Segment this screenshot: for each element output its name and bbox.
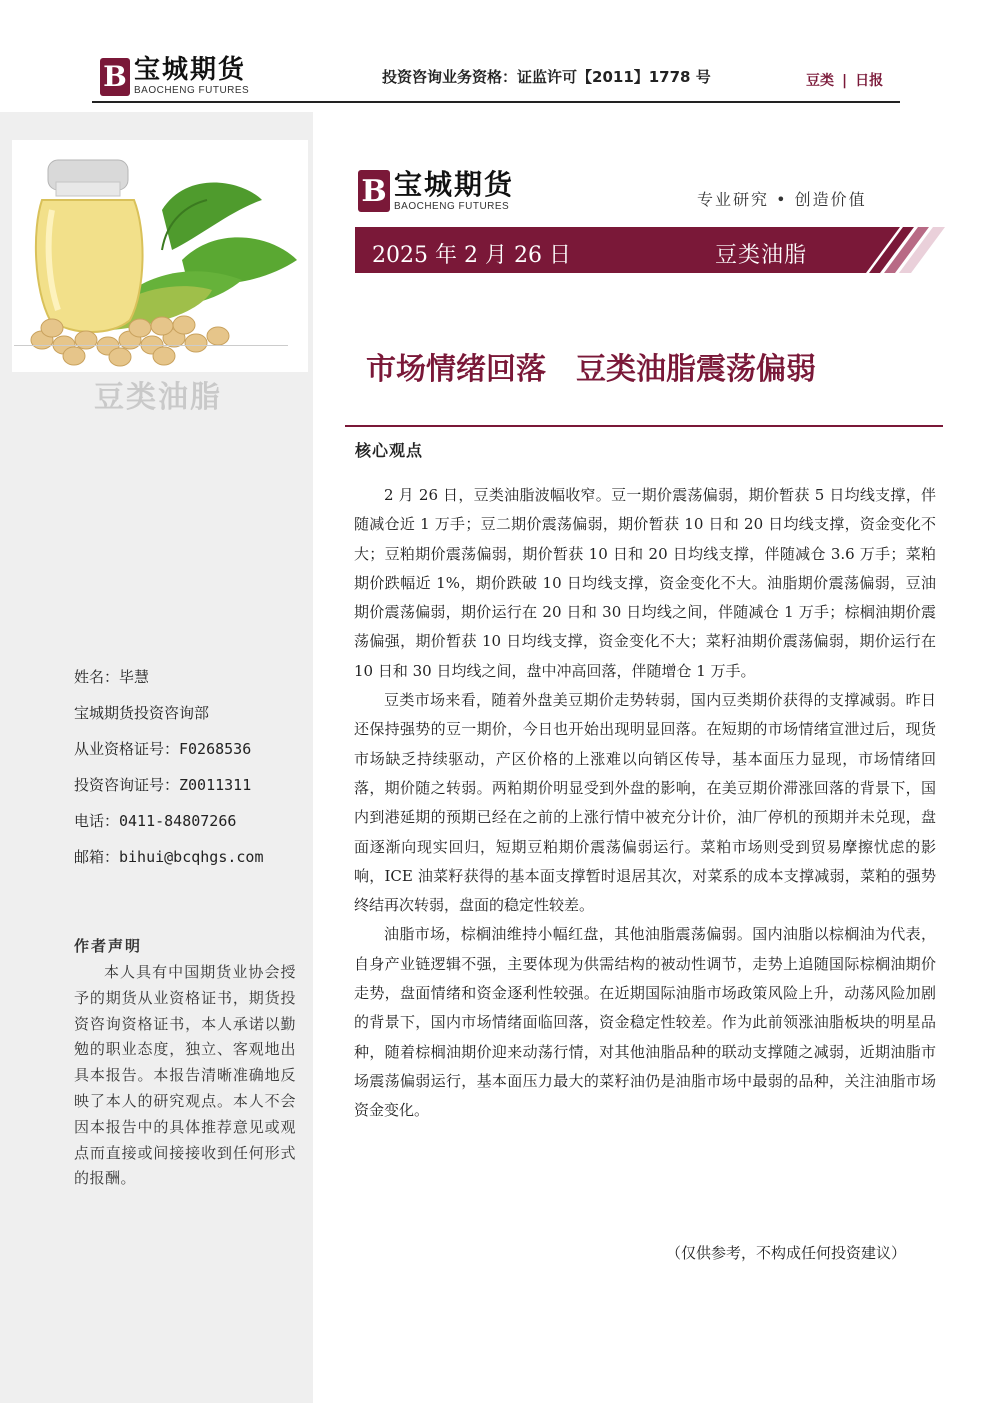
license-statement: 投资咨询业务资格：证监许可【2011】1778 号 xyxy=(382,68,711,86)
company-logo-mark-icon: B xyxy=(358,170,390,212)
qualification-number: 从业资格证号：F0268536 xyxy=(74,740,252,758)
logo-english-name: BAOCHENG FUTURES xyxy=(134,85,250,96)
disclaimer-body: 本人具有中国期货业协会授予的期货从业资格证书，期货投资咨询资格证书，本人承诺以勤勉的职业态度，独立、客观地出具本报告。本报告清晰准确地反映了本人的研究观点。本人不会因本报告中的具体推荐意见或观点而直接或间接接收到任何形式的报酬。 xyxy=(74,963,296,1188)
header-logo xyxy=(100,57,249,96)
author-department: 宝城期货投资咨询部 xyxy=(74,704,210,722)
image-divider xyxy=(14,345,288,346)
logo-english-name: BAOCHENG FUTURES xyxy=(394,200,510,212)
tag-separator: | xyxy=(842,73,848,89)
body-paragraph-overview: 2 月 26 日，豆类油脂波幅收窄。豆一期价震荡偏弱，期价暂获 5 日均线支撑，伴随减仓近 1 万手；豆二期价震荡偏弱，期价暂获 10 日和 20 日均线支撑，资金变化不大；豆粕期价震荡偏弱，期价暂获 10 日和 20 日均线支撑，伴随减仓 3.6 万手；菜粕期价跌幅近 1%，期价跌破 10 日均线支撑，资金变化不大。油脂期价震荡偏弱，豆油期价震荡偏弱，期价运行在 20 日和 30 日均线之间，伴随减仓 1 万手；棕榈油期价震荡偏强，期价暂获 10 日均线支撑，资金变化不大；菜籽油期价震荡偏弱，期价运行在 10 日和 30 日均线之间，盘中冲高回落，伴随增仓 1 万手。 xyxy=(354,486,936,680)
tag-category: 豆类 xyxy=(806,73,834,89)
sidebar-category-label: 豆类油脂 xyxy=(94,380,222,415)
core-view-heading: 核心观点 xyxy=(355,441,424,460)
email-address: 邮箱：bihui@bcqhgs.com xyxy=(74,848,264,866)
company-logo-mark-icon: B xyxy=(100,58,130,96)
disclaimer-title: 作者声明 xyxy=(74,937,143,955)
author-name: 姓名：毕慧 xyxy=(74,668,150,686)
report-body xyxy=(354,481,936,1126)
company-slogan: 专业研究 • 创造价值 xyxy=(697,190,867,209)
body-paragraph-soybean: 豆类市场来看，随着外盘美豆期价走势转弱，国内豆类期价获得的支撑减弱。昨日还保持强势的豆一期价，今日也开始出现明显回落。在短期的市场情绪宣泄过后，现货市场缺乏持续驱动，产区价格的上涨难以向销区传导，基本面压力显现，市场情绪回落，期价随之转弱。两粕期价明显受到外盘的影响，在美豆期价滞涨回落的背景下，国内到港延期的预期已经在之前的上涨行情中被充分计价，油厂停机的预期并未兑现，盘面逐渐向现实回归，短期豆粕期价震荡偏弱运行。菜粕市场则受到贸易摩擦忧虑的影响，ICE 油菜籽获得的基本面支撑暂时退居其次，对菜系的成本支撑减弱，菜粕的强势终结再次转弱，盘面的稳定性较差。 xyxy=(354,691,936,915)
report-date: 2025 年 2 月 26 日 xyxy=(372,243,571,268)
logo-chinese-name: 宝城期货 xyxy=(134,55,247,85)
tag-frequency: 日报 xyxy=(855,73,884,89)
header-rule xyxy=(92,101,900,103)
title-rule xyxy=(345,425,943,427)
report-title: 市场情绪回落 豆类油脂震荡偏弱 xyxy=(366,352,816,387)
body-paragraph-oils: 油脂市场，棕榈油维持小幅红盘，其他油脂震荡偏弱。国内油脂以棕榈油为代表，自身产业链逻辑不强，主要体现为供需结构的被动性调节，走势上追随国际棕榈油期价走势，盘面情绪和资金逐利性较强。在近期国际油脂市场政策风险上升，动荡风险加剧的背景下，国内市场情绪面临回落，资金稳定性较差。作为此前领涨油脂板块的明星品种，随着棕榈油期价迎来动荡行情，对其他油脂品种的联动支撑随之减弱，近期油脂市场震荡偏弱运行，基本面压力最大的菜籽油仍是油脂市场中最弱的品种，关注油脂市场资金变化。 xyxy=(354,925,936,1120)
report-category: 豆类油脂 xyxy=(715,243,808,268)
main-logo xyxy=(358,167,515,212)
soybean-oil-jar-image-icon xyxy=(12,140,308,372)
investment-disclaimer-note: （仅供参考，不构成任何投资建议） xyxy=(666,1244,907,1262)
consulting-license-number: 投资咨询证号：Z0011311 xyxy=(74,776,252,794)
phone-number: 电话：0411-84807266 xyxy=(74,812,237,830)
document-tags xyxy=(806,70,883,90)
logo-chinese-name: 宝城期货 xyxy=(394,167,515,201)
